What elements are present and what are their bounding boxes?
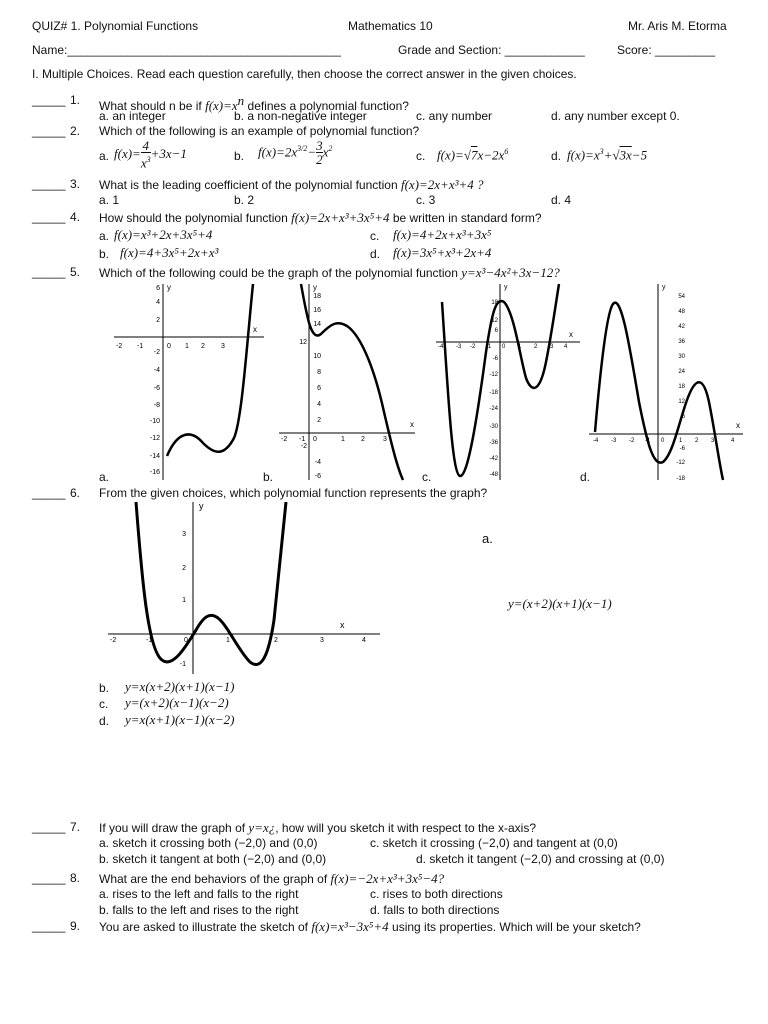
question-number: 1. (70, 93, 81, 107)
q8-stem: What are the end behaviors of the graph of (99, 872, 328, 886)
y-tick-label: -12 (489, 372, 498, 378)
quiz-title: QUIZ# 1. Polynomial Functions (32, 19, 199, 33)
curve (136, 502, 286, 665)
q4-stem-end: be written in standard form? (392, 211, 542, 225)
choice-d: d. any number except 0. (551, 109, 680, 123)
y-tick-label: 18 (313, 293, 321, 300)
x-axis-label: x (253, 325, 257, 334)
y-tick-label: 12 (491, 318, 498, 324)
choice-b-math: f(x)=4+3x⁵+2x+x³ (120, 245, 219, 260)
x-tick-label: -2 (110, 637, 117, 644)
y-tick-label: 10 (313, 353, 321, 360)
x-tick-label: -2 (629, 438, 635, 444)
graph-a-label: a. (99, 470, 110, 484)
choice-c: c. sketch it crossing (−2,0) and tangent at (0,0) (370, 836, 618, 850)
y-tick-label: -6 (314, 473, 321, 480)
y-tick-label: 8 (317, 369, 321, 376)
q1-exponent: n (237, 93, 245, 108)
choice-d: d. sketch it tangent (−2,0) and crossing at (0,0) (416, 852, 665, 866)
choice-d-math: $f(x)=x^3+√3x-5$ (567, 147, 648, 163)
q3-math: f(x)=2x+x³+4 ? (400, 177, 484, 192)
graph-question-6 (106, 500, 384, 676)
answer-blank: _____ (32, 919, 66, 933)
x-tick-label: 2 (201, 343, 205, 350)
x-tick-label: 1 (341, 436, 345, 443)
x-tick-label: 4 (564, 344, 568, 350)
question-number: 5. (70, 265, 81, 279)
choice-a-math: f(x)=x³+2x+3x⁵+4 (114, 227, 213, 242)
graph-c-label: c. (422, 470, 432, 484)
y-tick-label: 30 (678, 354, 685, 360)
choice-a-label: a. (482, 531, 493, 546)
choice-a-label: a. (99, 229, 110, 243)
y-tick-label: 1 (182, 597, 186, 604)
y-tick-label: -12 (149, 435, 160, 442)
question-7 (99, 820, 536, 836)
choice-c-label: c. (370, 229, 380, 243)
x-tick-label: -4 (438, 344, 444, 350)
y-tick-label: 16 (313, 307, 321, 314)
graph-choice-b (277, 282, 417, 482)
q3-stem: What is the leading coefficient of the polynomial function (99, 178, 398, 192)
choice-d-math: f(x)=3x⁵+x³+2x+4 (393, 245, 492, 260)
q9-math: f(x)=x³−3x⁵+4 (311, 919, 389, 934)
answer-blank: _____ (32, 210, 66, 224)
y-axis-label: y (199, 501, 204, 511)
choice-b: b. a non-negative integer (234, 109, 367, 123)
y-tick-label: -36 (489, 440, 498, 446)
question-number: 9. (70, 919, 81, 933)
y-tick-label: -48 (489, 472, 498, 478)
q7-stem: If you will draw the graph of (99, 821, 246, 835)
y-tick-label: 4 (317, 401, 321, 408)
x-tick-label: 4 (362, 637, 366, 644)
x-tick-label: 3 (383, 436, 387, 443)
choice-b-math: $f(x)=2x^{3/2}-$ $\frac{3}{2}$ $x^2$ (258, 138, 333, 167)
q9-stem: You are asked to illustrate the sketch of (99, 920, 309, 934)
x-tick-label: -1 (146, 637, 153, 644)
y-tick-label: -2 (153, 349, 160, 356)
y-tick-label: 6 (494, 328, 498, 334)
x-tick-label: 0 (661, 438, 665, 444)
y-tick-label: -30 (489, 424, 498, 430)
y-tick-label: 42 (678, 324, 685, 330)
y-tick-label: 48 (678, 309, 685, 315)
choice-c-math: $f(x)=√7x-2x^6$ (437, 147, 509, 163)
x-tick-label: 0 (502, 344, 506, 350)
y-tick-label: 12 (678, 399, 685, 405)
question-number: 8. (70, 871, 81, 885)
choice-c: c. 3 (416, 193, 436, 207)
choice-b-math: y=x(x+2)(x+1)(x−1) (125, 679, 235, 694)
q1-math: f(x)=x (205, 98, 238, 113)
q4-math: f(x)=2x+x³+3x⁵+4 (291, 210, 390, 225)
y-tick-label: -1 (179, 661, 186, 668)
choice-d-label: d. (551, 149, 562, 163)
choice-c-label: c. (416, 149, 426, 163)
choice-c: c. rises to both directions (370, 887, 503, 901)
x-axis-label: x (736, 421, 740, 430)
question-3 (99, 177, 484, 193)
x-tick-label: -4 (593, 438, 599, 444)
score-field: Score: _________ (617, 43, 716, 57)
x-axis-label: x (569, 330, 573, 339)
y-tick-label: -6 (679, 446, 685, 452)
choice-a-label: a. (99, 149, 110, 163)
question-8 (99, 871, 444, 887)
y-tick-labels (299, 293, 321, 480)
y-tick-label: -12 (676, 460, 685, 466)
choice-d: d. 4 (551, 193, 572, 207)
q1-stem: What should n be if (99, 99, 202, 113)
y-tick-label: -14 (149, 453, 160, 460)
y-tick-label: -6 (492, 356, 498, 362)
choice-a: a. rises to the left and falls to the right (99, 887, 299, 901)
choice-b: b. sketch it tangent at both (−2,0) and (0,0) (99, 852, 327, 866)
choice-d-label: d. (370, 247, 381, 261)
answer-blank: _____ (32, 820, 66, 834)
y-tick-label: -18 (489, 390, 498, 396)
curve (167, 284, 253, 456)
question-number: 6. (70, 486, 81, 500)
x-tick-label: -1 (137, 343, 144, 350)
grade-section-field: Grade and Section: ____________ (398, 43, 585, 57)
q5-math: y=x³−4x²+3x−12? (461, 265, 560, 280)
q7-stem-end: , how will you sketch it with respect to the x-axis? (275, 821, 537, 835)
y-tick-label: 2 (317, 417, 321, 424)
y-axis-label: y (167, 283, 171, 292)
y-tick-label: 24 (678, 369, 685, 375)
choice-b-label: b. (99, 681, 110, 695)
question-9 (99, 919, 641, 935)
x-axis-label: x (340, 620, 345, 630)
y-axis-label: y (504, 284, 508, 291)
choice-c: c. any number (416, 109, 493, 123)
y-tick-label: -16 (149, 469, 160, 476)
x-tick-label: 0 (313, 436, 317, 443)
answer-blank: _____ (32, 124, 66, 138)
x-tick-label: -1 (299, 436, 306, 443)
y-tick-label: 12 (299, 339, 307, 346)
x-tick-label: -2 (281, 436, 288, 443)
y-tick-label: 14 (313, 321, 321, 328)
y-tick-label: -8 (153, 402, 160, 409)
y-tick-label: -4 (153, 367, 160, 374)
x-tick-label: -2 (470, 344, 476, 350)
choice-d-label: d. (99, 714, 110, 728)
q4-stem: How should the polynomial function (99, 211, 288, 225)
x-tick-label: -3 (456, 344, 462, 350)
answer-blank: _____ (32, 486, 66, 500)
y-tick-label: -18 (676, 476, 685, 482)
choice-a-math: f(x)= $\frac{4}{x^3}$ +3x−1 (114, 138, 187, 171)
x-tick-label: 1 (518, 344, 522, 350)
y-axis-label: y (313, 283, 317, 292)
y-tick-label: -24 (489, 406, 498, 412)
y-tick-label: 6 (156, 285, 160, 292)
x-tick-label: 3 (221, 343, 225, 350)
x-tick-label: 2 (361, 436, 365, 443)
question-number: 4. (70, 210, 81, 224)
graph-b-label: b. (263, 470, 274, 484)
x-tick-labels (593, 438, 735, 444)
choice-b-label: b. (234, 149, 245, 163)
question-6: From the given choices, which polynomial function represents the graph? (99, 486, 488, 500)
x-tick-label: -3 (611, 438, 617, 444)
choice-a: a. sketch it crossing both (−2,0) and (0,0) (99, 836, 318, 850)
y-tick-label: -4 (314, 459, 321, 466)
y-tick-label: -2 (300, 443, 307, 450)
x-tick-label: -1 (486, 344, 492, 350)
y-tick-label: 2 (182, 565, 186, 572)
x-tick-labels (110, 637, 366, 644)
choice-d: d. falls to both directions (370, 903, 500, 917)
question-number: 3. (70, 177, 81, 191)
x-tick-label: 2 (695, 438, 699, 444)
question-2: Which of the following is an example of polynomial function? (99, 124, 420, 138)
graph-d-label: d. (580, 470, 591, 484)
choice-b: b. falls to the left and rises to the right (99, 903, 299, 917)
graph-choice-a (112, 282, 268, 482)
answer-blank: _____ (32, 93, 66, 107)
curve (595, 303, 723, 480)
subject-label: Mathematics 10 (348, 19, 433, 33)
y-tick-label: 54 (678, 294, 685, 300)
choice-c-math: y=(x+2)(x−1)(x−2) (125, 695, 229, 710)
choice-a: a. 1 (99, 193, 120, 207)
q5-stem: Which of the following could be the graph of the polynomial function (99, 266, 458, 280)
y-axis-label: y (662, 284, 666, 291)
choice-c-label: c. (99, 697, 109, 711)
choice-c-math: f(x)=4+2x+x³+3x⁵ (393, 227, 492, 242)
y-tick-labels (150, 285, 160, 476)
x-tick-label: 1 (679, 438, 683, 444)
choice-a: a. an integer (99, 109, 166, 123)
choice-b-label: b. (99, 247, 110, 261)
x-tick-label: 1 (185, 343, 189, 350)
x-tick-label: 3 (550, 344, 554, 350)
q1-stem-end: defines a polynomial function? (247, 99, 409, 113)
x-tick-label: -2 (116, 343, 123, 350)
answer-blank: _____ (32, 177, 66, 191)
y-tick-label: -6 (153, 385, 160, 392)
x-axis-label: x (410, 420, 414, 429)
question-5 (99, 265, 560, 281)
y-tick-labels (676, 294, 685, 482)
y-tick-label: 3 (182, 531, 186, 538)
x-tick-label: 1 (226, 637, 230, 644)
y-tick-label: 6 (317, 385, 321, 392)
question-number: 2. (70, 124, 81, 138)
instructions: I. Multiple Choices. Read each question carefully, then choose the correct answer in the given choices. (32, 67, 577, 81)
y-tick-label: -10 (149, 418, 160, 425)
teacher-name: Mr. Aris M. Etorma (628, 19, 727, 33)
x-tick-label: 3 (320, 637, 324, 644)
answer-blank: _____ (32, 871, 66, 885)
y-tick-label: 4 (156, 299, 160, 306)
question-4 (99, 210, 542, 226)
x-tick-label: 0 (184, 637, 188, 644)
y-tick-label: 18 (491, 300, 498, 306)
q7-math: y=x¿ (248, 820, 276, 835)
y-tick-label: 6 (681, 414, 685, 420)
name-field: Name:_________________________________________ (32, 43, 341, 57)
x-tick-label: -1 (645, 438, 651, 444)
x-tick-labels (116, 343, 225, 350)
x-tick-label: 3 (711, 438, 715, 444)
graph-choice-c (434, 282, 582, 482)
choice-b: b. 2 (234, 193, 255, 207)
graph-choice-d (587, 282, 747, 482)
x-tick-label: 0 (167, 343, 171, 350)
q9-stem-end: using its properties. Which will be your sketch? (392, 920, 641, 934)
x-tick-label: 2 (534, 344, 538, 350)
y-tick-label: 18 (678, 384, 685, 390)
q8-math: f(x)=−2x+x³+3x⁵−4? (330, 871, 445, 886)
y-tick-label: -42 (489, 456, 498, 462)
choice-a-math: y=(x+2)(x+1)(x−1) (508, 596, 612, 611)
x-tick-labels (281, 436, 387, 443)
answer-blank: _____ (32, 265, 66, 279)
question-number: 7. (70, 820, 81, 834)
y-tick-label: 2 (156, 317, 160, 324)
choice-d-math: y=x(x+1)(x−1)(x−2) (125, 712, 235, 727)
x-tick-label: 4 (731, 438, 735, 444)
y-tick-label: 36 (678, 339, 685, 345)
x-tick-label: 2 (274, 637, 278, 644)
